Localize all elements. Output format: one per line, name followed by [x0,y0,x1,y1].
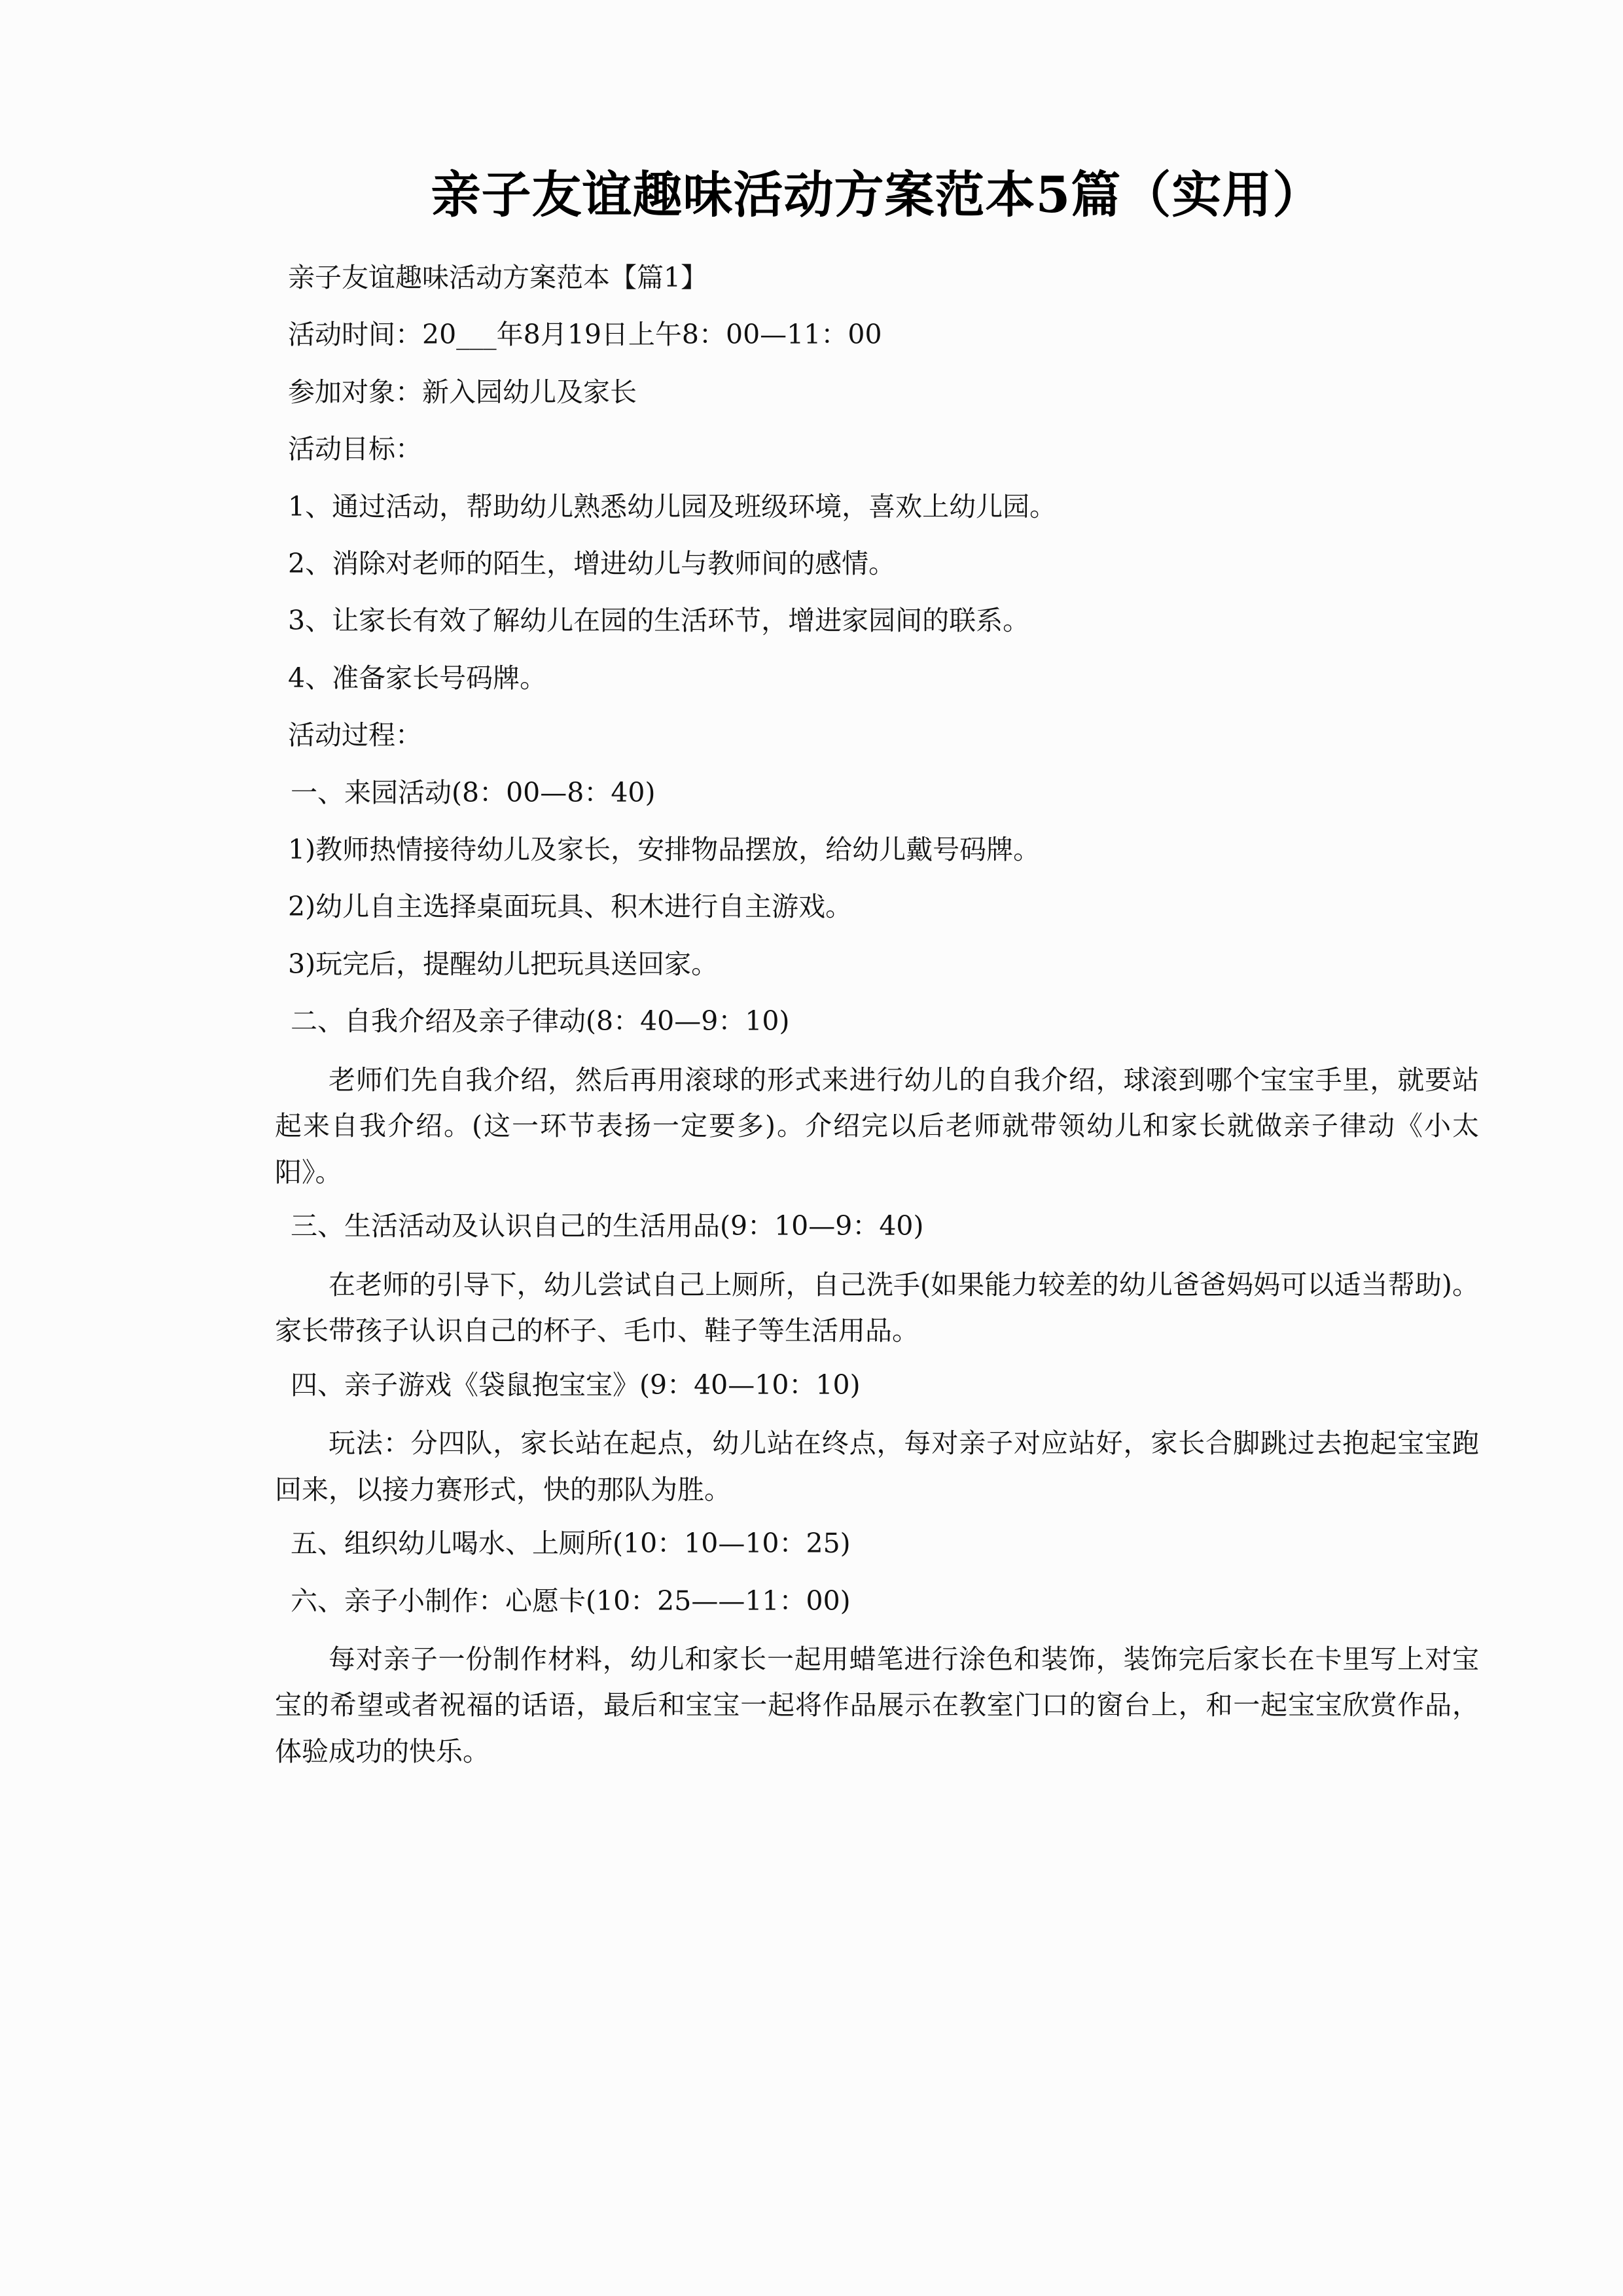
section-heading-5: 五、组织幼儿喝水、上厕所(10：10—10：25) [291,1528,851,1560]
page-title: 亲子友谊趣味活动方案范本5篇（实用） [431,166,1323,224]
activity-goals-label: 活动目标： [288,433,422,465]
section-1-item-3: 3)玩完后，提醒幼儿把玩具送回家。 [288,948,719,980]
goal-item-4: 4、准备家长号码牌。 [288,662,547,694]
goal-item-2: 2、消除对老师的陌生，增进幼儿与教师间的感情。 [288,548,896,580]
section-heading-1: 一、来园活动(8：00—8：40) [291,776,656,808]
activity-audience: 参加对象：新入园幼儿及家长 [288,376,637,408]
section-3-body: 在老师的引导下，幼儿尝试自己上厕所，自己洗手(如果能力较差的幼儿爸爸妈妈可以适当帮助)。家长带孩子认识自己的杯子、毛巾、鞋子等生活用品。 [275,1268,1479,1347]
section-heading-6: 六、亲子小制作：心愿卡(10：25——11：00) [291,1585,851,1617]
goal-item-3: 3、让家长有效了解幼儿在园的生活环节，增进家园间的联系。 [288,605,1030,637]
section-1-item-2: 2)幼儿自主选择桌面玩具、积木进行自主游戏。 [288,891,853,923]
goal-item-1: 1、通过活动，帮助幼儿熟悉幼儿园及班级环境，喜欢上幼儿园。 [288,490,1057,522]
section-heading-4: 四、亲子游戏《袋鼠抱宝宝》(9：40—10：10) [291,1369,861,1401]
section-heading-piece-1: 亲子友谊趣味活动方案范本【篇1】 [288,262,708,293]
section-4-body: 玩法：分四队，家长站在起点，幼儿站在终点，每对亲子对应站好，家长合脚跳过去抱起宝宝跑回来，以接力赛形式，快的那队为胜。 [275,1427,1479,1505]
document-body [275,164,1479,1784]
document-content [275,256,1479,1774]
section-2-body: 老师们先自我介绍，然后再用滚球的形式来进行幼儿的自我介绍，球滚到哪个宝宝手里，就要站起来自我介绍。(这一环节表扬一定要多)。介绍完以后老师就带领幼儿和家长就做亲子律动《小太阳》。 [275,1064,1479,1188]
section-1-item-1: 1)教师热情接待幼儿及家长，安排物品摆放，给幼儿戴号码牌。 [288,834,1041,866]
section-6-body: 每对亲子一份制作材料，幼儿和家长一起用蜡笔进行涂色和装饰，装饰完后家长在卡里写上对宝宝的希望或者祝福的话语，最后和宝宝一起将作品展示在教室门口的窗台上，和一起宝宝欣赏作品，体验成功的快乐。 [275,1643,1479,1767]
section-heading-3: 三、生活活动及认识自己的生活用品(9：10—9：40) [291,1210,924,1242]
activity-process-label: 活动过程： [288,719,422,751]
activity-time: 活动时间：20___年8月19日上午8：00—11：00 [288,319,882,351]
section-heading-2: 二、自我介绍及亲子律动(8：40—9：10) [291,1005,790,1037]
